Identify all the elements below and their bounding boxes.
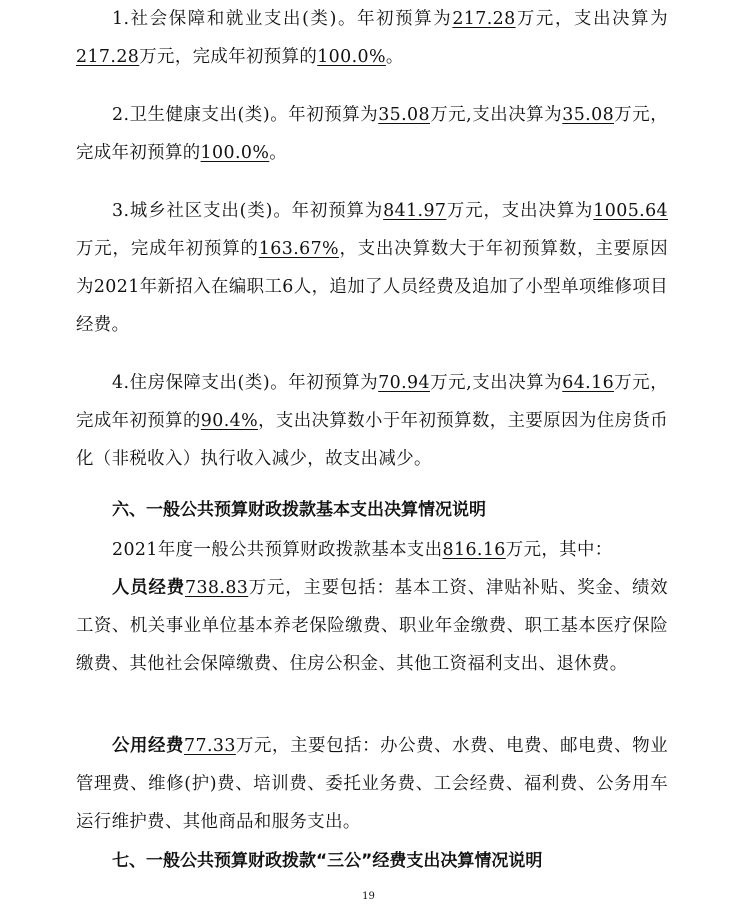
final-value: 35.08	[562, 105, 615, 125]
final-value: 64.16	[562, 373, 615, 393]
page-number: 19	[362, 891, 375, 902]
section-7-heading: 七、一般公共预算财政拨款“三公”经费支出决算情况说明	[112, 851, 543, 871]
budget-value: 70.94	[378, 373, 430, 393]
final-value: 217.28	[76, 47, 140, 67]
summary-value: 816.16	[442, 540, 506, 560]
item-housing	[76, 364, 668, 478]
item-text: 2.卫生健康支出(类)。年初预算为	[112, 105, 379, 125]
personnel-value: 738.83	[185, 578, 249, 598]
item-text: 万元,支出决算为	[430, 373, 563, 393]
item-text: 。	[385, 47, 404, 67]
summary-text: 2021年度一般公共预算财政拨款基本支出	[112, 540, 443, 560]
public-value: 77.33	[184, 736, 236, 756]
section-6-heading: 六、一般公共预算财政拨款基本支出决算情况说明	[112, 500, 486, 520]
public-text: 万元，主要包括：办公费、水费、电费、邮电费、物业管理费、维修(护)费、培训费、委托业务费、工会经费、福利费、公务用车运行维护费、其他商品和服务支出。	[76, 736, 668, 832]
public-label: 公用经费	[112, 736, 185, 756]
completion-rate: 100.0%	[200, 143, 270, 163]
item-text: 4.住房保障支出(类)。年初预算为	[112, 373, 379, 393]
item-health	[76, 96, 668, 172]
budget-value: 841.97	[383, 201, 447, 221]
summary-text: 万元，其中：	[505, 540, 613, 560]
budget-value: 35.08	[378, 105, 430, 125]
completion-rate: 163.67%	[258, 239, 339, 259]
item-text: ，支出决算数小于年初预算数，主要原因为住房货币化（非税收入）执行收入减少，故支出减少。	[76, 411, 668, 469]
item-text: 万元，完成年初预算的	[76, 373, 669, 431]
final-value: 1005.64	[593, 201, 669, 221]
item-text: 万元,支出决算为	[430, 105, 563, 125]
basic-expenditure-summary	[76, 531, 668, 569]
item-text: ，支出决算数大于年初预算数，主要原因为2021年新招入在编职工6人，追加了人员经费及追加了小型单项维修项目经费。	[76, 239, 668, 335]
public-expenses-paragraph	[76, 727, 668, 841]
item-text: 。	[269, 143, 288, 163]
item-urban-rural	[76, 192, 668, 344]
personnel-text: 万元，主要包括：基本工资、津贴补贴、奖金、绩效工资、机关事业单位基本养老保险缴费、职业年金缴费、职工基本医疗保险缴费、其他社会保障缴费、住房公积金、其他工资福利支出、退休费。	[76, 578, 668, 674]
item-text: 万元，完成年初预算的	[76, 239, 259, 259]
item-text: 万元，支出决算为	[446, 201, 594, 221]
personnel-expenses-paragraph	[76, 569, 668, 683]
item-social-security	[76, 0, 668, 76]
item-text: 万元，支出决算为	[515, 9, 669, 29]
completion-rate: 100.0%	[317, 47, 386, 67]
personnel-label: 人员经费	[112, 578, 185, 598]
item-text: 3.城乡社区支出(类)。年初预算为	[112, 201, 384, 221]
budget-value: 217.28	[452, 9, 516, 29]
completion-rate: 90.4%	[200, 411, 259, 431]
item-text: 万元，完成年初预算的	[76, 105, 669, 163]
item-text: 1.社会保障和就业支出(类)。年初预算为	[112, 9, 453, 29]
item-text: 万元，完成年初预算的	[139, 47, 318, 67]
